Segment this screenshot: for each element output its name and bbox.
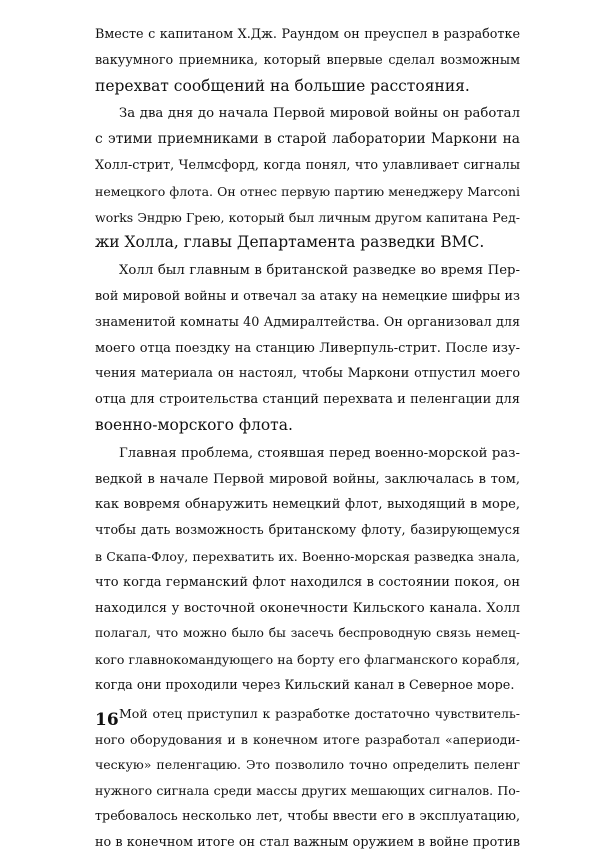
text-line: знаменитой комнаты 40 Адмиралтейства. Он организовал для (95, 314, 520, 330)
text-line: вой мировой войны и отвечал за атаку на немецкие шифры из (95, 288, 520, 304)
text-line: чения материала он настоял, чтобы Маркони отпустил моего (95, 366, 520, 382)
paragraph-2 (95, 101, 520, 256)
text-line: требовалось несколько лет, чтобы ввести его в эксплуатацию, (95, 808, 520, 824)
text-line: но в конечном итоге он стал важным оружием в войне против (95, 834, 520, 850)
text-line: с этими приемниками в старой лаборатории Маркони на (95, 131, 520, 148)
text-line: ческую» пеленгацию. Это позволило точно определить пеленг (95, 757, 520, 773)
text-line: works Эндрю Грею, который был личным другом капитана Ред- (95, 209, 520, 225)
text-line: кого главнокомандующего на борту его флагманского корабля, (95, 652, 520, 668)
text-line: Мой отец приступил к разработке достаточно чувствитель- (119, 705, 520, 721)
text-line: как вовремя обнаружить немецкий флот, выходящий в море, (95, 497, 520, 513)
text-line: Главная проблема, стоявшая перед военно-морской раз- (119, 445, 520, 461)
text-line: когда они проходили через Кильский канал в Северное море. (95, 677, 515, 693)
text-line: моего отца поездку на станцию Ливерпуль-стрит. После изу- (95, 340, 520, 356)
body-text (95, 22, 520, 856)
paragraph-1 (95, 22, 520, 99)
text-line: За два дня до начала Первой мировой войны он работал (119, 106, 520, 122)
paragraph-5 (95, 701, 520, 856)
text-line: полагал, что можно было бы засечь беспроводную связь немец- (95, 626, 520, 641)
text-line: отца для строительства станций перехвата и пеленгации для (95, 392, 520, 408)
text-line: ведкой в начале Первой мировой войны, заключалась в том, (95, 471, 520, 487)
text-line: вакуумного приемника, который впервые сделал возможным (95, 52, 520, 68)
text-line: что когда германский флот находился в состоянии покоя, он (95, 574, 520, 590)
text-line: военно-морского флота. (95, 415, 293, 434)
text-line: ного оборудования и в конечном итоге разработал «апериоди- (95, 731, 520, 747)
page-number: 16 (95, 710, 119, 730)
text-line: чтобы дать возможность британскому флоту, базирующемуся (95, 523, 520, 539)
paragraph-3 (95, 258, 520, 439)
paragraph-4 (95, 441, 520, 699)
text-line: перехват сообщений на большие расстояния. (95, 76, 470, 95)
text-line: жи Холла, главы Департамента разведки ВМС. (95, 233, 485, 252)
text-line: в Скапа-Флоу, перехватить их. Военно-морская разведка знала, (95, 548, 520, 564)
text-line: Холл был главным в британской разведке во время Пер- (119, 263, 520, 279)
text-line: Вместе с капитаном Х.Дж. Раундом он преуспел в разработке (95, 27, 520, 42)
text-line: немецкого флота. Он отнес первую партию менеджеру Marconi (95, 183, 520, 199)
text-line: находился у восточной оконечности Кильского канала. Холл (95, 600, 520, 616)
text-line: нужного сигнала среди массы других мешающих сигналов. По- (95, 783, 520, 799)
text-line: Холл-стрит, Челмсфорд, когда понял, что улавливает сигналы (95, 157, 520, 173)
